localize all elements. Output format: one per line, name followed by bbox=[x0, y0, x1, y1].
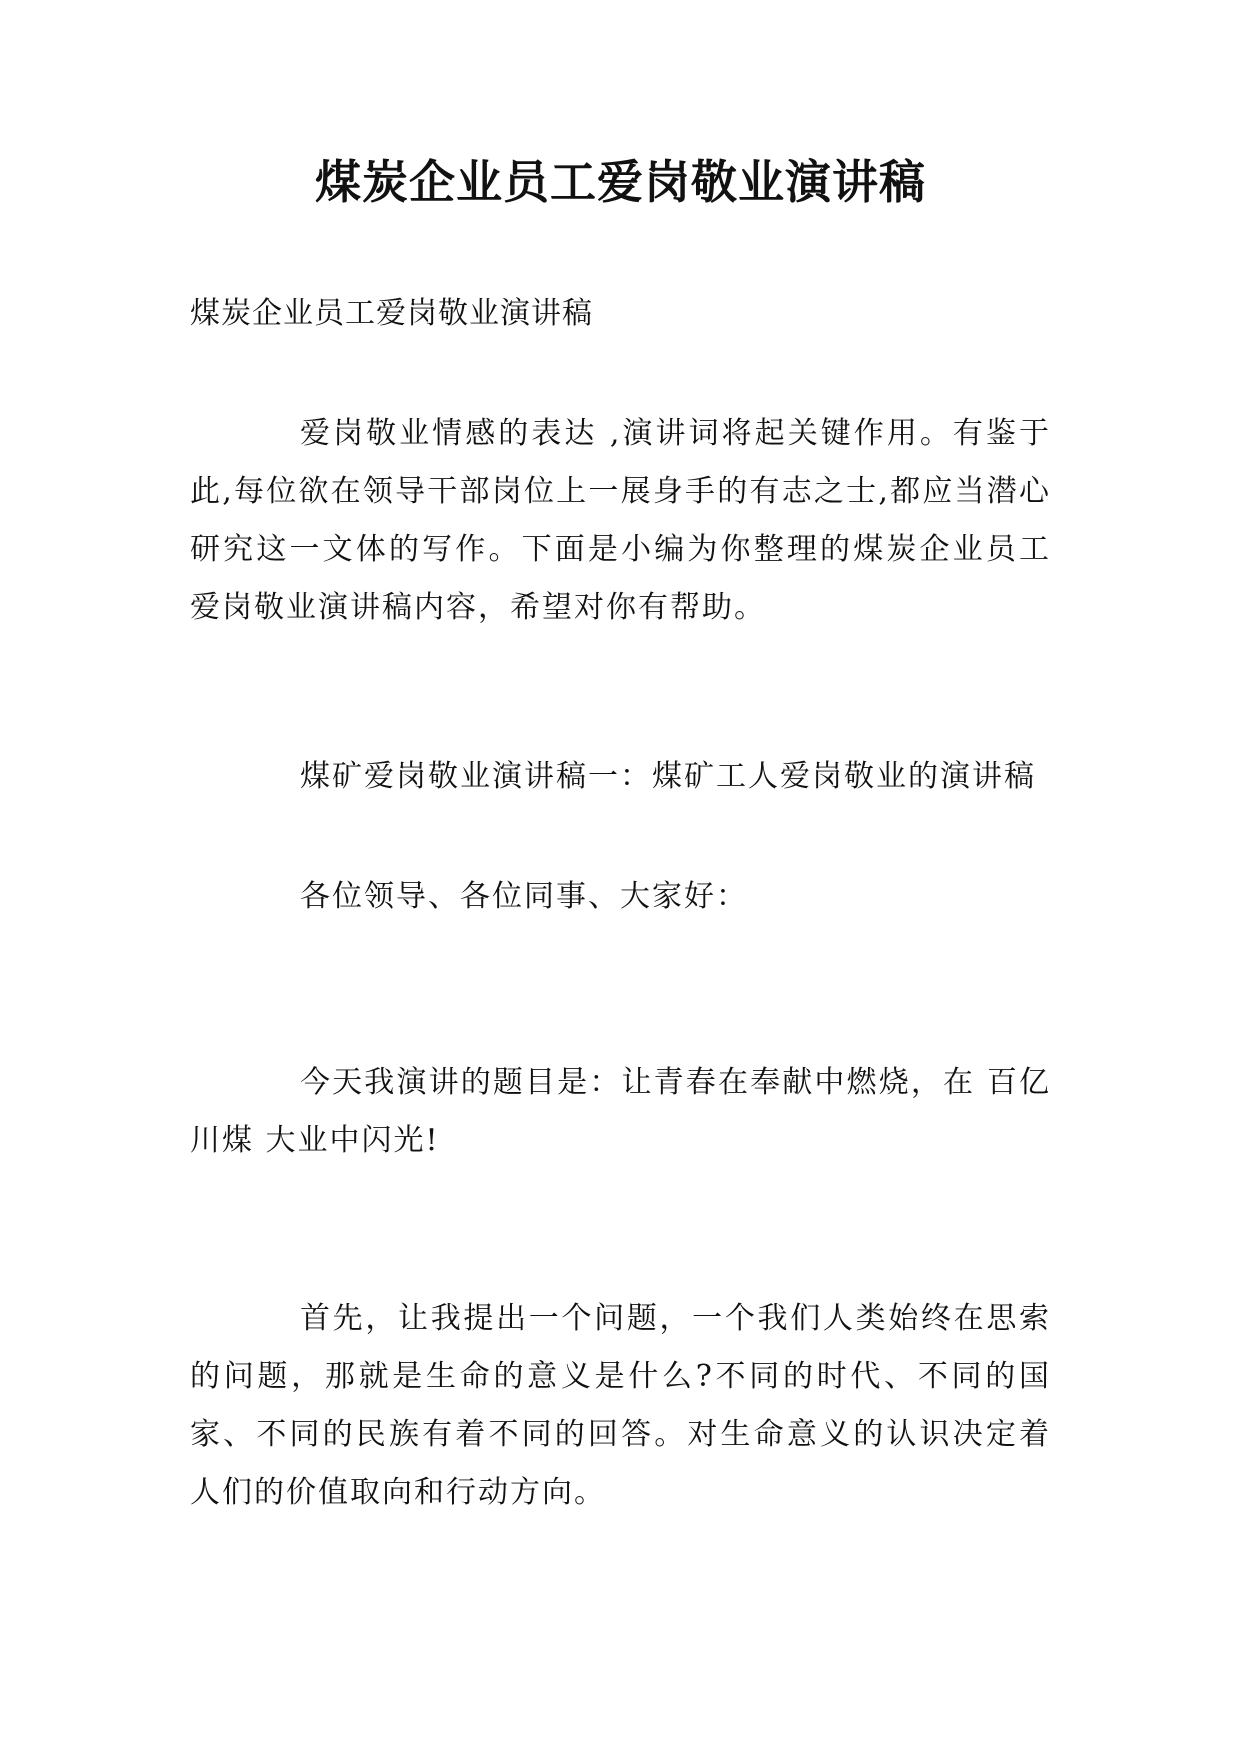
body-paragraph: 首先，让我提出一个问题，一个我们人类始终在思索的问题，那就是生命的意义是什么?不同的时代、不同的国家、不同的民族有着不同的回答。对生命意义的认识决定着人们的价值取向和行动方向。 bbox=[190, 1301, 1051, 1510]
section-heading: 煤矿爱岗敬业演讲稿一：煤矿工人爱岗敬业的演讲稿 bbox=[300, 759, 1036, 794]
intro-paragraph: 爱岗敬业情感的表达 ,演讲词将起关键作用。有鉴于此,每位欲在领导干部岗位上一展身手的有志之士,都应当潜心研究这一文体的写作。下面是小编为你整理的煤炭企业员工爱岗敬业演讲稿内容，希望对你有帮助。 bbox=[190, 416, 1051, 625]
document-title: 煤炭企业员工爱岗敬业演讲稿 bbox=[315, 155, 926, 209]
greeting-paragraph: 各位领导、各位同事、大家好： bbox=[300, 879, 748, 914]
topic-paragraph: 今天我演讲的题目是：让青春在奉献中燃烧，在 百亿川煤 大业中闪光! bbox=[190, 1065, 1051, 1158]
document-subtitle: 煤炭企业员工爱岗敬业演讲稿 bbox=[190, 296, 593, 331]
